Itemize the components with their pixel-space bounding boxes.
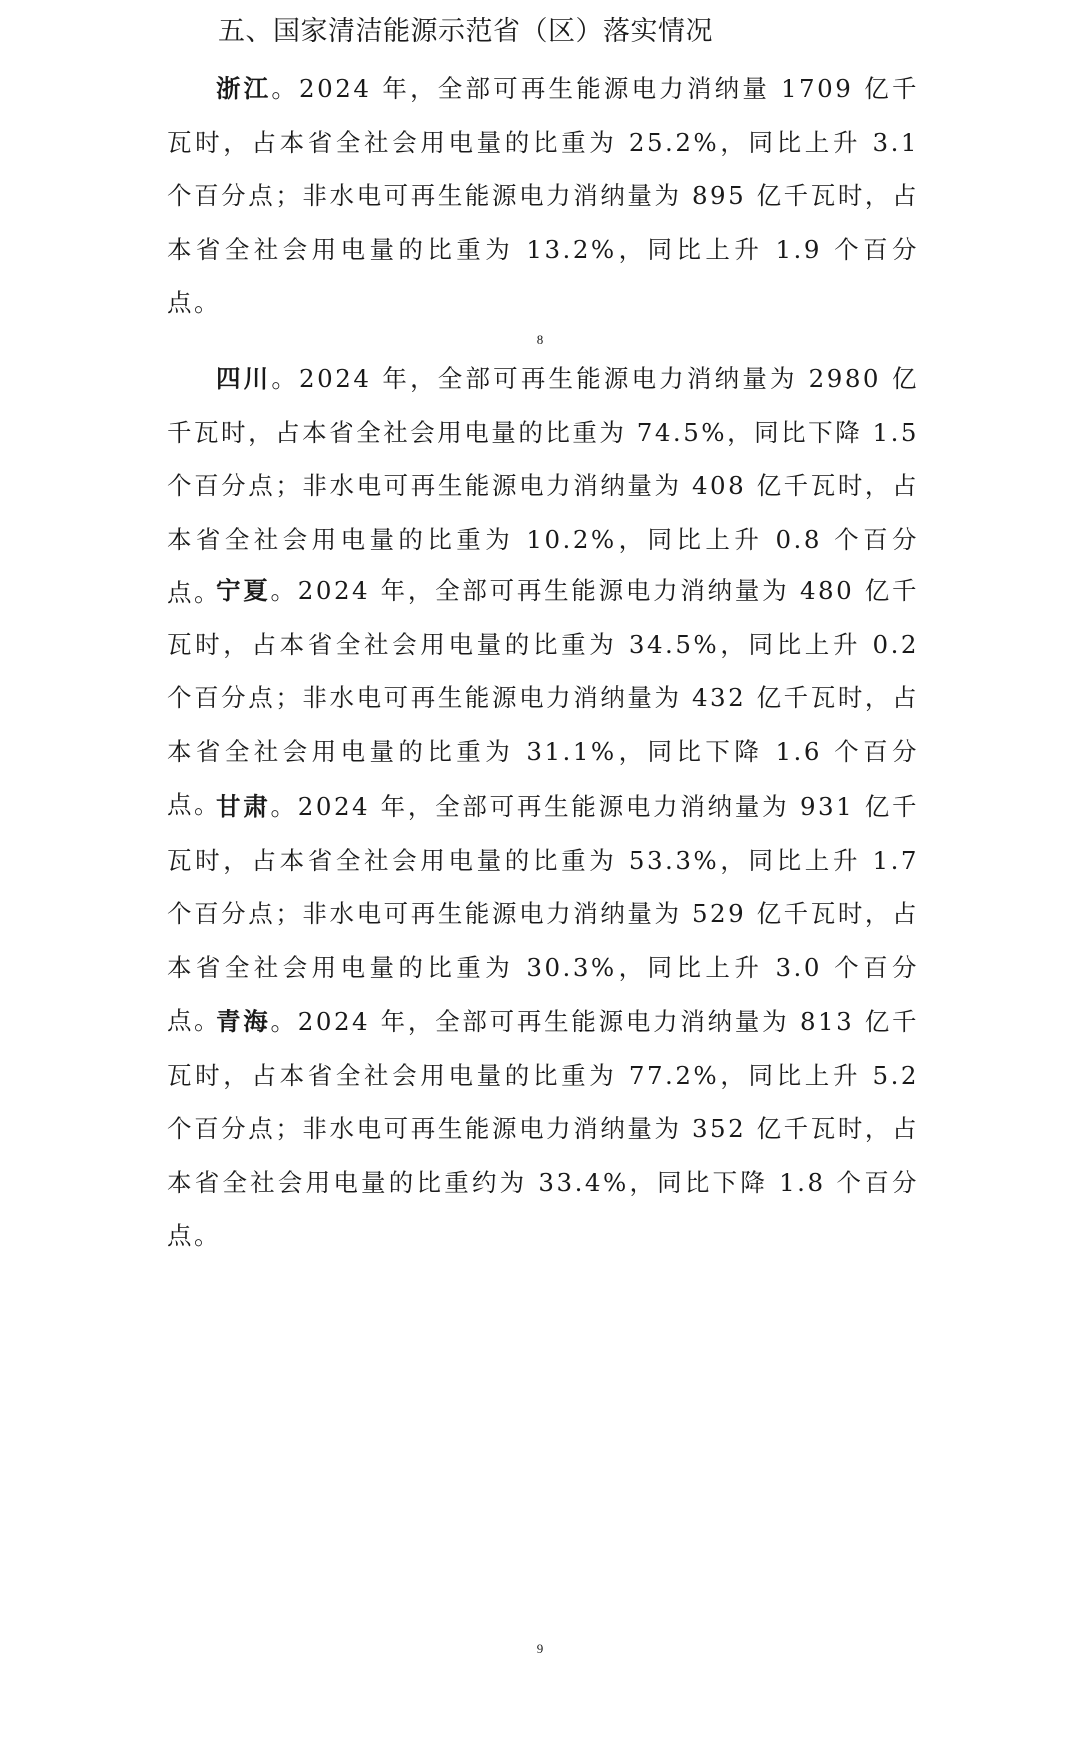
paragraph-text-sichuan: 。2024 年，全部可再生能源电力消纳量为 2980 亿千瓦时，占本省全社会用电量的比重为 74.5%，同比下降 1.5 个百分点；非水电可再生能源电力消纳量为 408 亿千瓦时，占本省全社会用电量的比重为 10.2%，同比上升 0.8 个百分点。 bbox=[167, 364, 919, 607]
paragraph-lead-ningxia: 宁夏 bbox=[216, 576, 271, 605]
paragraph-lead-sichuan: 四川 bbox=[216, 364, 272, 393]
paragraph-lead-gansu: 甘肃 bbox=[216, 792, 271, 821]
paragraph-qinghai bbox=[167, 995, 919, 1263]
paragraph-lead-qinghai: 青海 bbox=[216, 1007, 271, 1036]
paragraph-lead-zhejiang: 浙江 bbox=[216, 74, 272, 103]
page-number: 9 bbox=[536, 1641, 544, 1656]
paragraph-text-ningxia: 。2024 年，全部可再生能源电力消纳量为 480 亿千瓦时，占本省全社会用电量的比重为 34.5%，同比上升 0.2 个百分点；非水电可再生能源电力消纳量为 432 亿千瓦时，占本省全社会用电量的比重为 31.1%，同比下降 1.6 个百分点。 bbox=[167, 576, 920, 819]
paragraph-text-qinghai: 。2024 年，全部可再生能源电力消纳量为 813 亿千瓦时，占本省全社会用电量的比重为 77.2%，同比上升 5.2 个百分点；非水电可再生能源电力消纳量为 352 亿千瓦时，占本省全社会用电量的比重约为 33.4%，同比下降 1.8 个百分点。 bbox=[167, 1007, 920, 1250]
paragraph-text-zhejiang: 。2024 年，全部可再生能源电力消纳量 1709 亿千瓦时，占本省全社会用电量的比重为 25.2%，同比上升 3.1 个百分点；非水电可再生能源电力消纳量为 895 亿千瓦时，占本省全社会用电量的比重为 13.2%，同比上升 1.9 个百分点。 bbox=[167, 74, 919, 317]
section-heading: 五、国家清洁能源示范省（区）落实情况 bbox=[218, 16, 713, 47]
paragraph-text-gansu: 。2024 年，全部可再生能源电力消纳量为 931 亿千瓦时，占本省全社会用电量的比重为 53.3%，同比上升 1.7 个百分点；非水电可再生能源电力消纳量为 529 亿千瓦时，占本省全社会用电量的比重为 30.3%，同比上升 3.0 个百分点。 bbox=[167, 792, 920, 1035]
paragraph-zhejiang bbox=[167, 62, 919, 330]
page-number: 8 bbox=[536, 332, 544, 347]
